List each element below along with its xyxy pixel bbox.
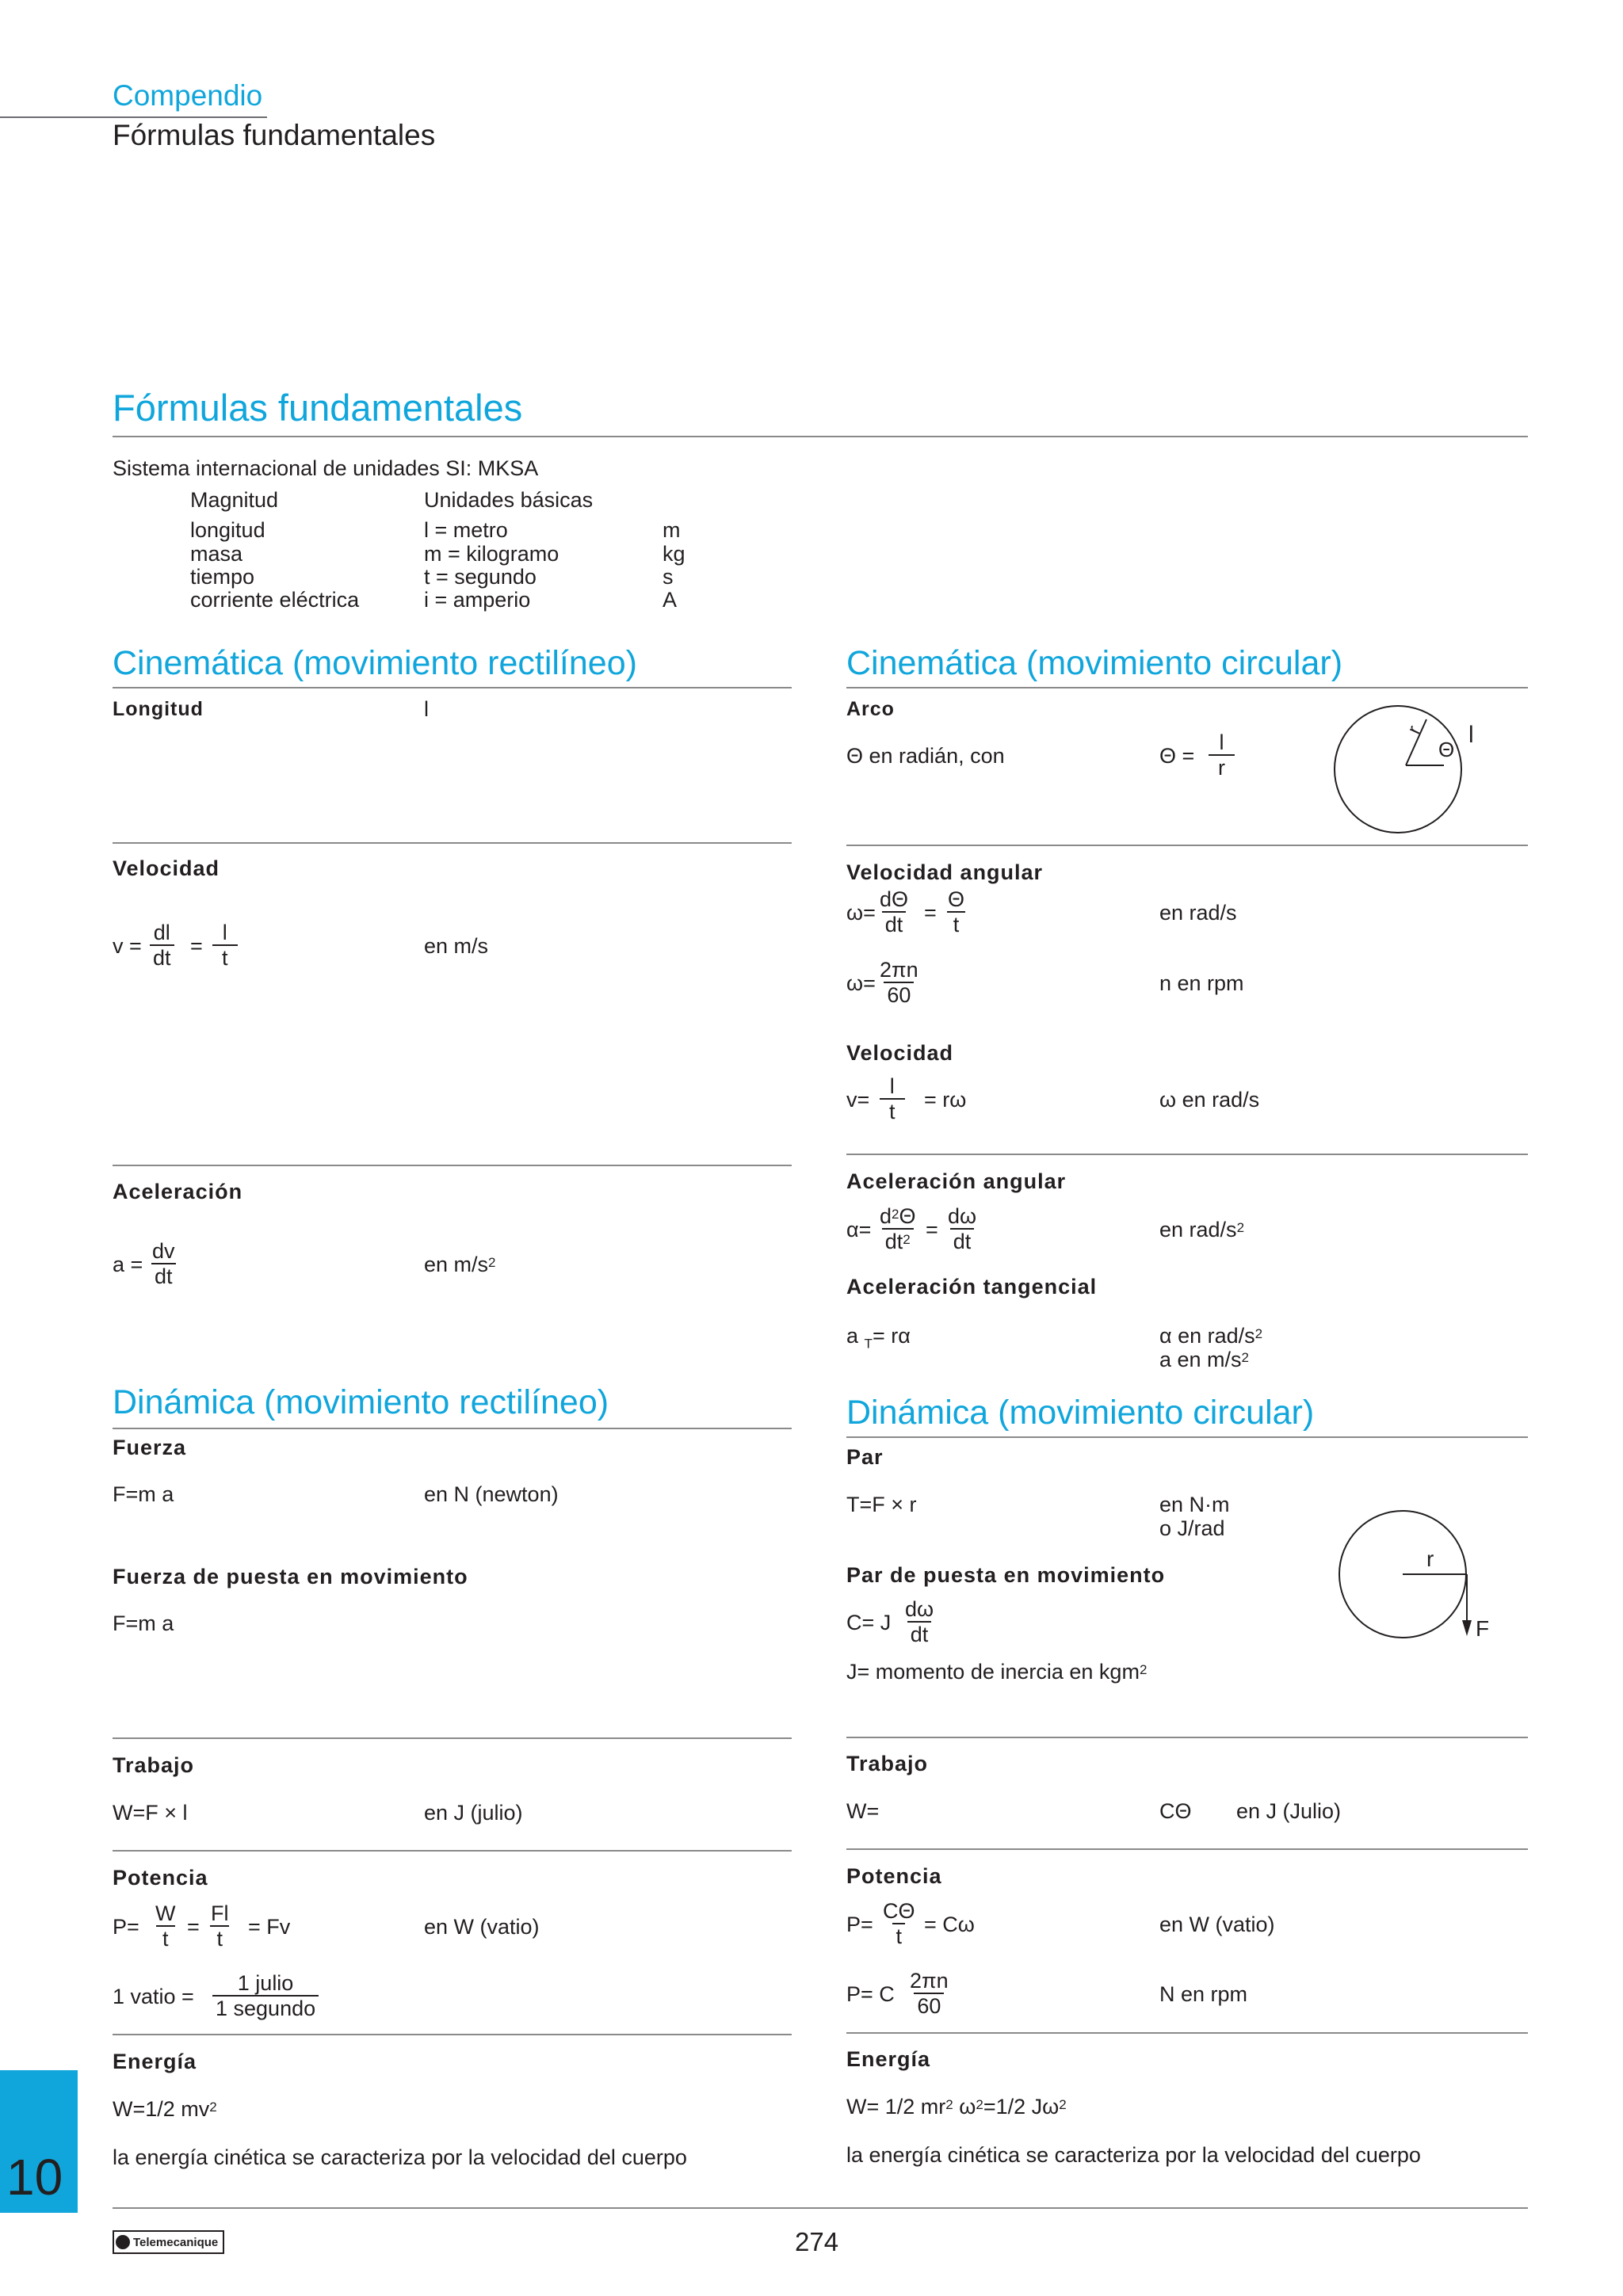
fuerza-label: Fuerza bbox=[113, 1436, 187, 1459]
energia-circ-label: Energía bbox=[846, 2047, 931, 2071]
diagram-r-label: r bbox=[1426, 1547, 1434, 1571]
vang2-fraction bbox=[876, 958, 922, 1007]
energia-label: Energía bbox=[113, 2050, 197, 2073]
section-rule bbox=[113, 1165, 792, 1166]
frac-den: dt bbox=[151, 1263, 176, 1288]
brand-icon bbox=[116, 2235, 130, 2249]
frac-den: dt bbox=[882, 911, 907, 936]
unit-sup: 2 bbox=[1241, 1350, 1250, 1365]
page-number: 274 bbox=[795, 2227, 839, 2256]
section-rule bbox=[846, 1737, 1528, 1738]
section-label: Compendio bbox=[113, 79, 263, 112]
par-puesta-fraction bbox=[902, 1597, 937, 1646]
den-dt: dt bbox=[884, 1230, 903, 1253]
aang-label: Aceleración angular bbox=[846, 1169, 1067, 1193]
aceleracion-label: Aceleración bbox=[113, 1180, 243, 1203]
atan-formula bbox=[846, 1323, 911, 1356]
j-text: J= momento de inercia en kgm bbox=[846, 1660, 1140, 1684]
frac-num: CΘ bbox=[883, 1899, 915, 1923]
potencia-lhs: P= bbox=[113, 1915, 139, 1939]
energia-circ-text: la energía cinética se caracteriza por la velocidad del cuerpo bbox=[846, 2143, 1421, 2167]
header-rule bbox=[0, 116, 267, 118]
frac-den: 60 bbox=[884, 982, 914, 1007]
atan-unit2 bbox=[1159, 1347, 1249, 1372]
longitud-symbol: l bbox=[424, 697, 429, 721]
longitud-label: Longitud bbox=[113, 698, 204, 720]
atan-unit1 bbox=[1159, 1323, 1262, 1348]
unit-text: en m/s bbox=[424, 1253, 489, 1276]
frac-den: 1 segundo bbox=[212, 1995, 319, 2020]
si-row-mag: tiempo bbox=[190, 565, 255, 589]
frac-num: dl bbox=[153, 921, 170, 944]
vatio-fraction bbox=[212, 1971, 319, 2020]
chapter-number: 10 bbox=[6, 2149, 63, 2206]
vel-lhs: v= bbox=[846, 1088, 870, 1112]
section-rule bbox=[113, 1850, 792, 1852]
frac-num: dΘ bbox=[880, 887, 909, 911]
j-sup: 2 bbox=[1139, 1662, 1148, 1677]
velocidad-circ-label: Velocidad bbox=[846, 1041, 954, 1065]
potencia-unit: en W (vatio) bbox=[424, 1915, 540, 1939]
potencia-eq: = bbox=[187, 1915, 200, 1939]
si-row-unit: m = kilogramo bbox=[424, 542, 559, 566]
si-row-mag: longitud bbox=[190, 518, 265, 542]
par-formula: T=F × r bbox=[846, 1493, 917, 1516]
vang-label: Velocidad angular bbox=[846, 860, 1044, 884]
atan-label: Aceleración tangencial bbox=[846, 1275, 1098, 1299]
si-row-sym: A bbox=[663, 588, 678, 612]
energia-formula bbox=[113, 2096, 217, 2122]
frac-den: dt bbox=[150, 944, 174, 970]
aceleracion-lhs: a = bbox=[113, 1253, 143, 1276]
formula-c: =1/2 Jω bbox=[983, 2095, 1060, 2119]
section-rule bbox=[846, 1436, 1528, 1438]
frac-num: l bbox=[1219, 730, 1224, 754]
par-puesta-label: Par de puesta en movimiento bbox=[846, 1563, 1166, 1587]
aang-lhs: α= bbox=[846, 1218, 872, 1241]
trabajo-circ-unit: en J (Julio) bbox=[1236, 1799, 1342, 1823]
brand-name: Telemecanique bbox=[133, 2235, 219, 2249]
formula-sup: 2 bbox=[945, 2097, 953, 2112]
velocidad-eq: = bbox=[190, 934, 203, 958]
velocidad-lhs: v = bbox=[113, 934, 142, 958]
frac-num: dω bbox=[948, 1204, 977, 1228]
frac-num bbox=[876, 1204, 919, 1228]
potencia2-lhs: P= C bbox=[846, 1982, 895, 2006]
par-unit2: o J/rad bbox=[1159, 1516, 1225, 1540]
vang1-eq: = bbox=[924, 901, 937, 925]
section-rule bbox=[113, 1428, 792, 1429]
atan-rhs: = rα bbox=[872, 1324, 911, 1348]
frac-num: 1 julio bbox=[237, 1971, 294, 1995]
si-col-unidades: Unidades básicas bbox=[424, 488, 594, 512]
trabajo-circ-mid: CΘ bbox=[1159, 1799, 1192, 1823]
potencia-rhs: = Fv bbox=[248, 1915, 291, 1939]
section-rule bbox=[113, 842, 792, 844]
potencia2-unit: N en rpm bbox=[1159, 1982, 1248, 2006]
atan-a: a bbox=[846, 1324, 859, 1348]
unit-sup: 2 bbox=[1254, 1326, 1263, 1341]
title-rule bbox=[113, 436, 1528, 437]
atan-sub: T bbox=[864, 1336, 873, 1352]
left-kin-heading: Cinemática (movimiento rectilíneo) bbox=[113, 644, 637, 682]
si-row-sym: kg bbox=[663, 542, 685, 566]
section-rule bbox=[113, 2034, 792, 2035]
si-row-unit: i = amperio bbox=[424, 588, 531, 612]
diagram-f-label: F bbox=[1476, 1616, 1490, 1641]
frac-num: 2πn bbox=[880, 958, 918, 982]
vang1-lhs: ω= bbox=[846, 901, 876, 925]
formula-sup: 2 bbox=[209, 2100, 217, 2115]
num-sup: 2 bbox=[892, 1207, 899, 1222]
fuerza-formula: F=m a bbox=[113, 1482, 174, 1506]
section-rule bbox=[846, 1154, 1528, 1155]
energia-text: la energía cinética se caracteriza por la velocidad del cuerpo bbox=[113, 2145, 687, 2169]
frac-num: dω bbox=[905, 1597, 934, 1621]
potencia-fraction-2 bbox=[204, 1901, 235, 1951]
frac-num: dv bbox=[152, 1239, 175, 1263]
velocidad-fraction-2 bbox=[212, 921, 238, 970]
fuerza-unit: en N (newton) bbox=[424, 1482, 559, 1506]
potencia1-unit: en W (vatio) bbox=[1159, 1913, 1275, 1936]
diagram-theta-label: Θ bbox=[1438, 738, 1455, 761]
section-rule bbox=[113, 1737, 792, 1739]
arco-lhs: Θ = bbox=[1159, 744, 1195, 768]
frac-den: t bbox=[210, 1925, 229, 1951]
energia-circ-formula bbox=[846, 2094, 1067, 2119]
si-row-mag: masa bbox=[190, 542, 243, 566]
aang-fraction-2 bbox=[945, 1204, 980, 1253]
potencia1-fraction bbox=[880, 1899, 918, 1948]
aang-fraction-1 bbox=[876, 1204, 919, 1253]
si-intro: Sistema internacional de unidades SI: MKSA bbox=[113, 456, 539, 480]
right-kin-heading: Cinemática (movimiento circular) bbox=[846, 644, 1343, 682]
vang2-unit: n en rpm bbox=[1159, 971, 1244, 995]
trabajo-circ-label: Trabajo bbox=[846, 1752, 929, 1775]
fuerza-puesta-formula: F=m a bbox=[113, 1611, 174, 1635]
num-theta: Θ bbox=[899, 1204, 916, 1228]
section-rule bbox=[846, 845, 1528, 846]
potencia1-rhs: = Cω bbox=[924, 1913, 975, 1936]
vel-fraction bbox=[880, 1074, 905, 1123]
si-row-sym: s bbox=[663, 565, 674, 589]
den-sup: 2 bbox=[903, 1232, 911, 1247]
frac-num: l bbox=[889, 1074, 895, 1098]
potencia-fraction-1 bbox=[149, 1901, 181, 1951]
frac-num: Θ bbox=[948, 887, 965, 911]
arco-text: Θ en radián, con bbox=[846, 744, 1005, 768]
num-d: d bbox=[880, 1204, 892, 1228]
unit-text: α en rad/s bbox=[1159, 1324, 1255, 1348]
vang2-lhs: ω= bbox=[846, 971, 876, 995]
formula-sup: 2 bbox=[976, 2097, 983, 2112]
frac-num: l bbox=[222, 921, 227, 944]
aceleracion-fraction bbox=[149, 1239, 178, 1288]
si-row-unit: t = segundo bbox=[424, 565, 537, 589]
trabajo-circ-formula: W= bbox=[846, 1799, 880, 1823]
aang-eq: = bbox=[926, 1218, 938, 1241]
par-unit1: en N·m bbox=[1159, 1493, 1230, 1516]
potencia2-fraction bbox=[907, 1969, 952, 2018]
vang1-fraction-1 bbox=[876, 887, 911, 936]
trabajo-formula: W=F × l bbox=[113, 1801, 188, 1825]
vel-unit: ω en rad/s bbox=[1159, 1088, 1260, 1112]
frac-num: Fl bbox=[211, 1901, 229, 1925]
si-row-sym: m bbox=[663, 518, 681, 542]
formula-sup: 2 bbox=[1059, 2097, 1067, 2112]
aceleracion-unit bbox=[424, 1252, 496, 1277]
potencia-label: Potencia bbox=[113, 1866, 208, 1890]
vang1-fraction-2 bbox=[941, 887, 971, 936]
unit-text: en rad/s bbox=[1159, 1218, 1237, 1241]
arco-fraction bbox=[1209, 730, 1235, 780]
formula-text: W=1/2 mv bbox=[113, 2097, 210, 2121]
trabajo-label: Trabajo bbox=[113, 1753, 195, 1777]
formula-b: ω bbox=[953, 2095, 976, 2119]
si-col-magnitud: Magnitud bbox=[190, 488, 279, 512]
potencia-circ-label: Potencia bbox=[846, 1864, 942, 1888]
vatio-lhs: 1 vatio = bbox=[113, 1985, 194, 2008]
trabajo-unit: en J (julio) bbox=[424, 1801, 523, 1825]
section-rule bbox=[113, 687, 792, 688]
header-subtitle: Fórmulas fundamentales bbox=[113, 119, 436, 151]
section-rule bbox=[846, 1848, 1528, 1850]
si-row-unit: l = metro bbox=[424, 518, 508, 542]
par-puesta-j bbox=[846, 1659, 1147, 1684]
page-title: Fórmulas fundamentales bbox=[113, 387, 523, 429]
unit-sup: 2 bbox=[488, 1255, 496, 1270]
right-dyn-heading: Dinámica (movimiento circular) bbox=[846, 1394, 1315, 1432]
arc-diagram bbox=[1331, 697, 1490, 840]
vel-rhs: = rω bbox=[924, 1088, 967, 1112]
velocidad-unit: en m/s bbox=[424, 934, 489, 958]
diagram-r-label: r bbox=[1403, 723, 1426, 738]
aang-unit bbox=[1159, 1217, 1244, 1242]
frac-den: dt bbox=[950, 1228, 975, 1253]
unit-text: a en m/s bbox=[1159, 1348, 1242, 1371]
frac-den bbox=[882, 1228, 914, 1253]
arco-label: Arco bbox=[846, 698, 895, 720]
par-label: Par bbox=[846, 1445, 884, 1469]
section-rule bbox=[846, 687, 1528, 688]
torque-diagram bbox=[1331, 1509, 1498, 1644]
velocidad-label: Velocidad bbox=[113, 856, 220, 880]
frac-num: W bbox=[155, 1901, 176, 1925]
section-rule bbox=[846, 2032, 1528, 2034]
diagram-l-label: l bbox=[1468, 722, 1474, 748]
chapter-tab bbox=[0, 2070, 78, 2213]
left-dyn-heading: Dinámica (movimiento rectilíneo) bbox=[113, 1383, 609, 1421]
velocidad-fraction-1 bbox=[150, 921, 174, 970]
frac-num: 2πn bbox=[910, 1969, 949, 1993]
formula-a: W= 1/2 mr bbox=[846, 2095, 946, 2119]
frac-den: 60 bbox=[914, 1993, 944, 2018]
si-row-mag: corriente eléctrica bbox=[190, 588, 360, 612]
frac-den: r bbox=[1209, 754, 1235, 780]
potencia1-lhs: P= bbox=[846, 1913, 873, 1936]
frac-den: t bbox=[892, 1923, 905, 1948]
frac-den: t bbox=[947, 911, 966, 936]
frac-den: t bbox=[880, 1098, 905, 1123]
par-puesta-lhs: C= J bbox=[846, 1611, 892, 1634]
fuerza-puesta-label: Fuerza de puesta en movimiento bbox=[113, 1565, 468, 1589]
vang1-unit: en rad/s bbox=[1159, 901, 1237, 925]
frac-den: t bbox=[212, 944, 238, 970]
brand-logo bbox=[113, 2230, 224, 2254]
unit-sup: 2 bbox=[1236, 1220, 1245, 1235]
footer-rule bbox=[113, 2207, 1528, 2209]
frac-den: dt bbox=[907, 1621, 932, 1646]
frac-den: t bbox=[156, 1925, 175, 1951]
